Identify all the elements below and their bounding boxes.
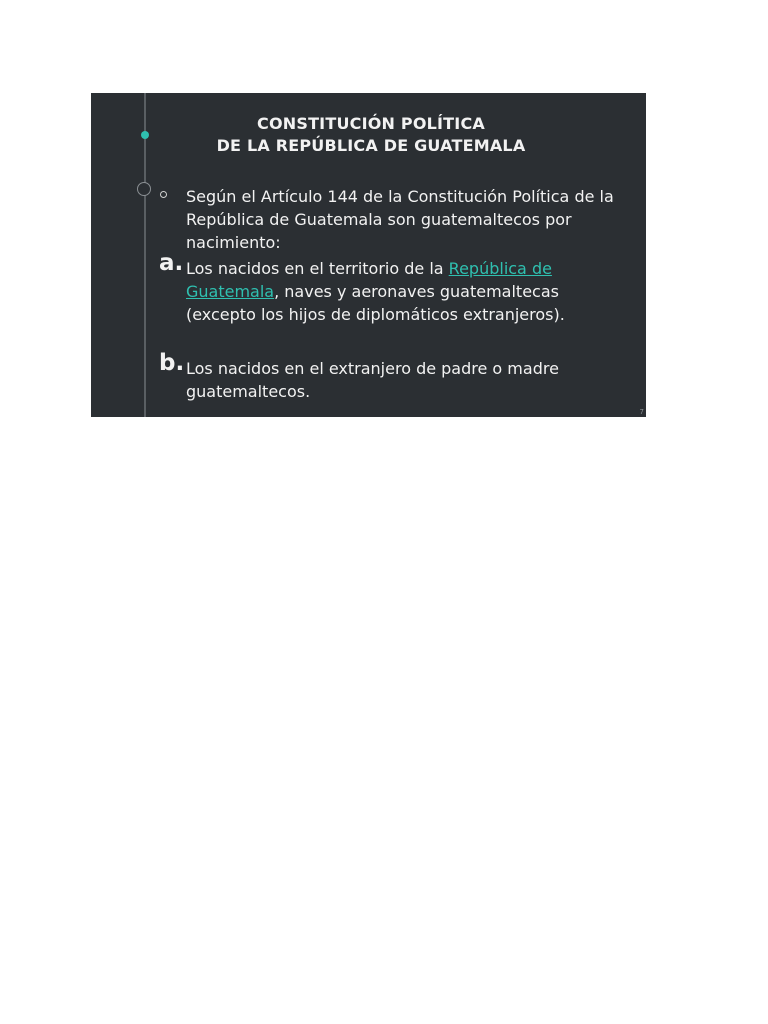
item-a-text — [186, 257, 629, 326]
bullet-icon — [160, 191, 167, 198]
page-number: 7 — [639, 408, 644, 416]
item-a-text-before: Los nacidos en el territorio de la — [186, 259, 449, 278]
slide — [91, 93, 646, 417]
title-line-1: CONSTITUCIÓN POLÍTICA — [257, 114, 485, 133]
timeline-ring-icon — [137, 182, 151, 196]
timeline-dot-icon — [141, 131, 149, 139]
timeline-line — [144, 93, 146, 417]
list-item-b — [159, 350, 629, 403]
slide-title — [151, 113, 591, 157]
item-a-text-after: , naves y aeronaves guatemaltecas (excepto los hijos de diplomáticos extranjeros). — [186, 282, 565, 324]
title-line-2: DE LA REPÚBLICA DE GUATEMALA — [216, 136, 526, 155]
republica-guatemala-link[interactable]: República de Guatemala — [186, 259, 552, 301]
item-a-marker: a. — [159, 250, 184, 276]
intro-text: Según el Artículo 144 de la Constitución Política de la República de Guatemala son guatemaltecos por nacimiento: — [186, 187, 614, 252]
list-item-a — [159, 250, 629, 326]
item-b-text: Los nacidos en el extranjero de padre o madre guatemaltecos. — [186, 359, 559, 401]
item-b-marker: b. — [159, 350, 185, 376]
